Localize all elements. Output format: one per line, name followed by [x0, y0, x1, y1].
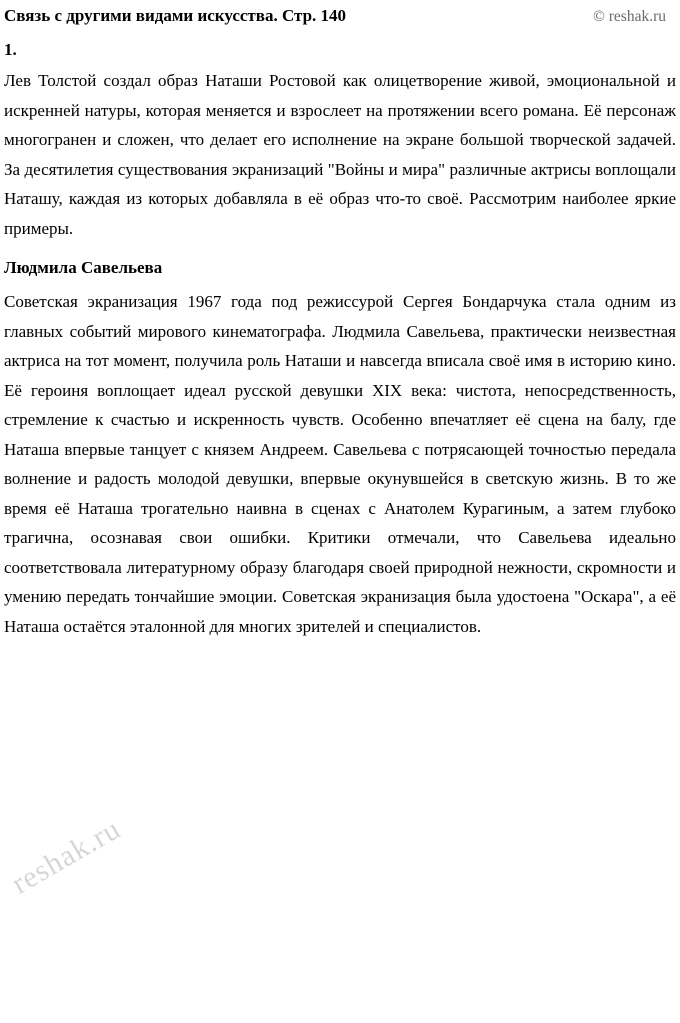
subheading-lyudmila-savelyeva: Людмила Савельева	[4, 258, 163, 277]
document-content	[0, 40, 680, 641]
site-watermark: © reshak.ru	[593, 8, 666, 25]
paragraph-savelyeva: Советская экранизация 1967 года под режиссурой Сергея Бондарчука стала одним из главных событий мирового кинематографа. Людмила Савельева, практически неизвестная актриса на тот момент, получила роль Наташи и навсегда вписала своё имя в историю кино. Её героиня воплощает идеал русской девушки XIX века: чистота, непосредственность, стремление к счастью и искренность чувств. Особенно впечатляет её сцена на балу, где Наташа впервые танцует с князем Андреем. Савельева с потрясающей точностью передала волнение и радость молодой девушки, впервые окунувшейся в светскую жизнь. В то же время её Наташа трогательно наивна в сценах с Анатолем Курагиным, а затем глубоко трагична, осознавая свои ошибки. Критики отмечали, что Савельева идеально соответствовала литературному образу благодаря своей природной нежности, скромности и умению передать тончайшие эмоции. Советская экранизация была удостоена "Оскара", а её Наташа остаётся эталонной для многих зрителей и специалистов.	[4, 292, 676, 636]
diagonal-watermark: reshak.ru	[6, 812, 127, 901]
task-number: 1.	[4, 40, 17, 59]
page-title: Связь с другими видами искусства. Стр. 140	[4, 6, 347, 25]
page-header	[0, 0, 680, 26]
paragraph-intro: Лев Толстой создал образ Наташи Ростовой как олицетворение живой, эмоциональной и искренней натуры, которая меняется и взрослеет на протяжении всего романа. Её персонаж многогранен и сложен, что делает его исполнение на экране большой творческой задачей. За десятилетия существования экранизаций "Войны и мира" различные актрисы воплощали Наташу, каждая из которых добавляла в её образ что-то своё. Рассмотрим наиболее яркие примеры.	[4, 71, 676, 238]
